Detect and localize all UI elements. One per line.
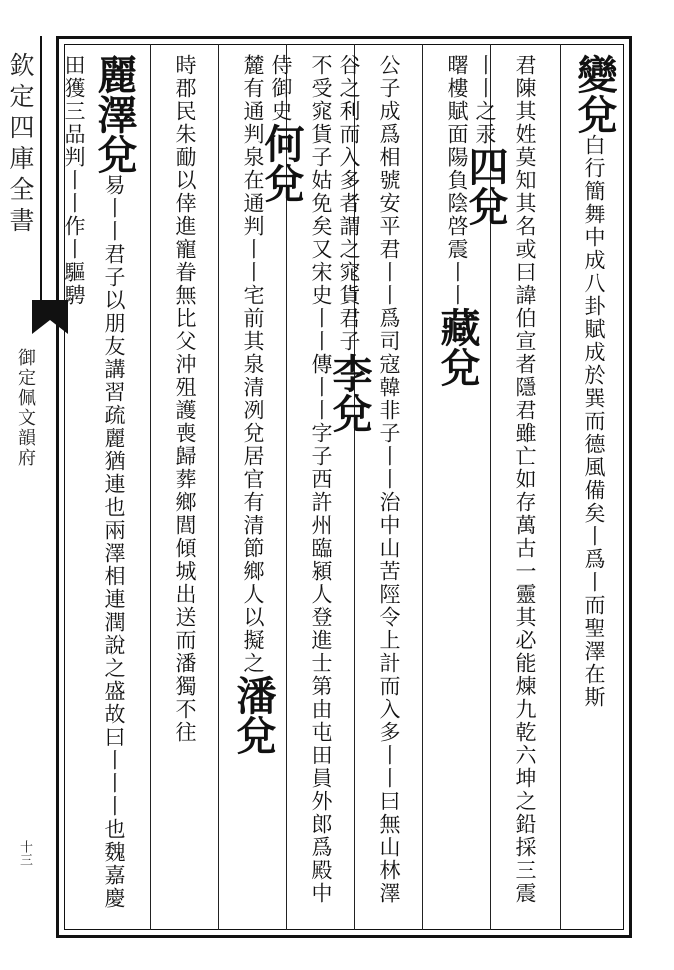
page-number: 十三 (17, 840, 32, 866)
book-title: 欽定四庫全書 (6, 52, 35, 238)
entry-head: 變兌 (571, 54, 618, 134)
text-column-3 (434, 54, 481, 924)
text-column-5 (258, 54, 341, 924)
entry-text: 麓有通判泉在通判丨丨宅前其泉清冽兌居官有清節鄉人以擬之 (241, 54, 265, 675)
column-rule (560, 44, 561, 930)
entry-text: 公子成爲相號安平君丨丨爲司寇韓非子丨丨治中山苦陘令上計而入多丨丨曰無山林澤谷之利而入多者謂之窕貨君子 (337, 54, 401, 905)
entry-text: 曙樓賦面陽負陰啓震丨丨 (445, 54, 469, 307)
entry-head: 李兌 (326, 353, 373, 433)
text-column-8 (62, 54, 138, 924)
entry-head: 藏兌 (434, 307, 481, 387)
text-column-7 (163, 54, 205, 924)
column-rule (150, 44, 151, 930)
entry-text: 君陳其姓莫知其名或曰諱伯宣者隱君雖亡如存萬古一靈其必能煉九乾六坤之鉛採三震丨丨之汞 (473, 54, 537, 905)
entry-text: 易丨丨君子以朋友講習疏麗猶連也兩澤相連潤說之盛故曰丨丨丨也魏嘉慶田獲三品判丨丨作丨驅騁 (62, 54, 126, 910)
entry-text: 不受窕貨子姑免矣又宋史丨丨傳丨丨字子西許州臨潁人登進士第由屯田員外郎爲殿中侍御史 (269, 54, 333, 905)
text-column-4 (326, 54, 409, 924)
text-column-2 (462, 54, 545, 924)
entry-head: 潘兌 (230, 675, 277, 755)
column-rule (422, 44, 423, 930)
entry-head: 麗澤兌 (91, 54, 138, 174)
entry-text: 白行簡舞中成八卦賦成於巽而德風備矣丨爲丨而聖澤在斯 (582, 134, 606, 709)
entry-head: 四兌 (462, 146, 509, 226)
text-column-6 (230, 54, 277, 924)
work-title: 御定佩文韻府 (15, 348, 36, 468)
text-column-1 (571, 54, 618, 924)
entry-text: 時郡民朱勔以倖進寵眷無比父沖殂護喪歸葬鄉閭傾城出送而潘獨不往 (173, 54, 197, 744)
column-rule (218, 44, 219, 930)
entry-head: 何兌 (258, 123, 305, 203)
